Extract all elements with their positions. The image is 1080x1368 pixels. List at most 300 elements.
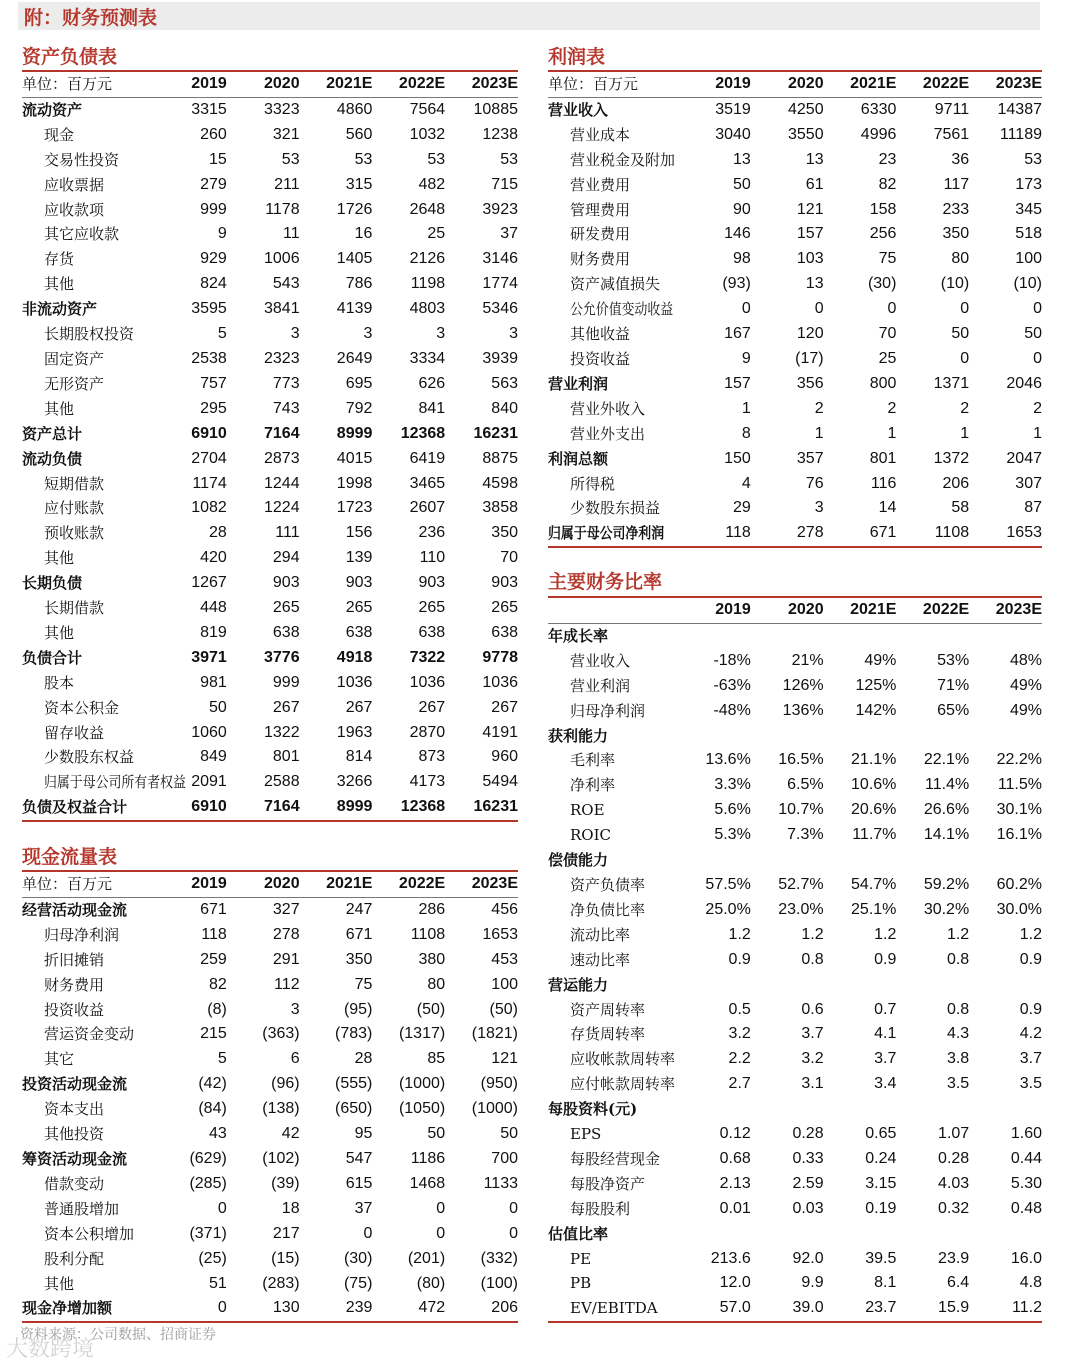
value-cell: 671 bbox=[345, 925, 373, 943]
value-cell: 4.03 bbox=[938, 1174, 970, 1192]
value-cell: 2538 bbox=[191, 349, 227, 367]
value-cell: 743 bbox=[272, 399, 300, 417]
value-cell: 2588 bbox=[264, 773, 300, 791]
value-cell: 0 bbox=[436, 1199, 446, 1217]
table-row bbox=[548, 973, 1042, 998]
value-cell: 3334 bbox=[409, 349, 446, 367]
value-cell: (50) bbox=[489, 1000, 518, 1018]
value-cell: 0.19 bbox=[865, 1199, 897, 1217]
table-row bbox=[548, 222, 1042, 247]
table-row bbox=[22, 397, 518, 422]
value-cell: 75 bbox=[354, 975, 373, 993]
value-cell: 12.0 bbox=[719, 1274, 751, 1292]
value-cell: 20.6% bbox=[851, 801, 897, 819]
value-cell: 28 bbox=[209, 524, 227, 542]
value-cell: 1322 bbox=[264, 723, 300, 741]
row-label: 其它 bbox=[44, 1050, 75, 1069]
row-label: 长期股权投资 bbox=[44, 325, 135, 344]
value-cell: 173 bbox=[1015, 175, 1042, 193]
value-cell: 3323 bbox=[264, 100, 300, 118]
row-label: 交易性投资 bbox=[44, 150, 120, 169]
table-row bbox=[22, 596, 518, 621]
table-row bbox=[548, 397, 1042, 422]
table-row bbox=[548, 773, 1042, 798]
value-cell bbox=[896, 724, 969, 749]
value-cell: 2.59 bbox=[792, 1174, 824, 1192]
unit-label bbox=[548, 597, 678, 623]
value-cell: 118 bbox=[678, 521, 751, 547]
table-row bbox=[548, 297, 1042, 322]
value-cell: 1 bbox=[887, 424, 897, 442]
value-cell: 236 bbox=[418, 524, 446, 542]
row-label: 利润总额 bbox=[548, 449, 609, 468]
value-cell: 1653 bbox=[969, 521, 1042, 547]
value-cell bbox=[751, 1222, 824, 1247]
value-cell: 22.2% bbox=[996, 751, 1042, 769]
table-row bbox=[22, 795, 518, 821]
value-cell: 4918 bbox=[336, 648, 373, 666]
table-row bbox=[22, 1247, 518, 1272]
value-cell: 1.2 bbox=[801, 925, 824, 943]
value-cell: 16.1% bbox=[996, 826, 1042, 844]
value-cell: 1405 bbox=[336, 250, 373, 268]
table-row bbox=[22, 897, 518, 922]
value-cell: 294 bbox=[272, 549, 300, 567]
value-cell: 0.7 bbox=[874, 1000, 897, 1018]
row-label: 经营活动现金流 bbox=[22, 900, 128, 919]
value-cell: 671 bbox=[200, 900, 227, 918]
value-cell: 543 bbox=[272, 275, 300, 293]
row-label: 应收帐款周转率 bbox=[570, 1050, 676, 1069]
value-cell: 215 bbox=[200, 1025, 227, 1043]
value-cell: 3040 bbox=[715, 125, 751, 143]
value-cell: 0.9 bbox=[1019, 950, 1042, 968]
year-header: 2020 bbox=[227, 71, 300, 97]
value-cell: 5346 bbox=[482, 300, 518, 318]
value-cell: 4803 bbox=[409, 300, 446, 318]
table-row bbox=[22, 621, 518, 646]
table-row bbox=[548, 1172, 1042, 1197]
value-cell: 1 bbox=[741, 399, 751, 417]
table-row bbox=[22, 745, 518, 770]
value-cell: 39.0 bbox=[751, 1296, 824, 1322]
value-cell: 43 bbox=[209, 1125, 227, 1143]
table-row bbox=[548, 1022, 1042, 1047]
value-cell: 23.0% bbox=[778, 900, 824, 918]
table-row bbox=[548, 1197, 1042, 1222]
value-cell: 11.7% bbox=[852, 826, 897, 844]
value-cell: 3 bbox=[509, 325, 518, 343]
row-label: 每股资料(元) bbox=[548, 1100, 638, 1119]
row-label: EV/EBITDA bbox=[548, 1296, 678, 1322]
value-cell: 4250 bbox=[788, 100, 824, 118]
value-cell: (8) bbox=[207, 1000, 227, 1018]
table-row bbox=[548, 623, 1042, 648]
value-cell: 9 bbox=[741, 349, 751, 367]
table-row bbox=[22, 1147, 518, 1172]
value-cell: (1317) bbox=[398, 1025, 446, 1043]
table-row bbox=[548, 1097, 1042, 1122]
table-row bbox=[548, 898, 1042, 923]
row-label: 归属于母公司所有者权益 bbox=[44, 773, 186, 792]
value-cell: 3 bbox=[436, 325, 446, 343]
row-label: 现金净增加额 bbox=[22, 1296, 154, 1322]
table-row bbox=[22, 198, 518, 223]
row-label: ROE bbox=[570, 801, 605, 820]
year-header: 2022E bbox=[896, 71, 969, 97]
table-row bbox=[548, 998, 1042, 1023]
row-label: 营运能力 bbox=[548, 975, 609, 994]
value-cell: 0.44 bbox=[1010, 1149, 1042, 1167]
row-label: 无形资产 bbox=[44, 374, 105, 393]
value-cell: 2 bbox=[960, 399, 970, 417]
value-cell bbox=[678, 623, 751, 648]
value-cell: 7164 bbox=[264, 424, 300, 442]
value-cell: 136% bbox=[782, 701, 824, 719]
table-row bbox=[548, 823, 1042, 848]
table-row bbox=[548, 347, 1042, 372]
table-row bbox=[548, 1122, 1042, 1147]
unit-label: 单位：百万元 bbox=[548, 71, 678, 97]
row-label: 其他收益 bbox=[570, 325, 631, 344]
value-cell: 59.2% bbox=[923, 875, 970, 893]
value-cell: 278 bbox=[272, 925, 300, 943]
value-cell bbox=[969, 973, 1042, 998]
row-label: 应付账款 bbox=[44, 499, 105, 518]
table-row bbox=[22, 496, 518, 521]
row-label: 流动比率 bbox=[570, 925, 631, 944]
value-cell: 142% bbox=[855, 701, 897, 719]
value-cell: 7564 bbox=[409, 100, 446, 118]
watermark: 大数跨境 bbox=[6, 1337, 95, 1362]
value-cell: (363) bbox=[262, 1025, 300, 1043]
row-label: PE bbox=[570, 1249, 592, 1268]
value-cell: (950) bbox=[480, 1075, 518, 1093]
value-cell: 0 bbox=[1033, 349, 1042, 367]
value-cell: 39.5 bbox=[865, 1249, 897, 1267]
value-cell: 15.9 bbox=[896, 1296, 969, 1322]
value-cell: -63% bbox=[713, 676, 751, 694]
value-cell: 801 bbox=[272, 748, 300, 766]
value-cell: (100) bbox=[480, 1274, 518, 1292]
value-cell: 49% bbox=[1009, 676, 1042, 694]
value-cell: 1372 bbox=[933, 449, 970, 467]
value-cell: 3.7 bbox=[874, 1050, 897, 1068]
row-label: 每股净资产 bbox=[570, 1174, 646, 1193]
row-label: 资本公积增加 bbox=[44, 1224, 135, 1243]
value-cell: (96) bbox=[271, 1075, 300, 1093]
value-cell: 5 bbox=[217, 325, 227, 343]
value-cell: 13 bbox=[733, 150, 751, 168]
table-row bbox=[548, 1222, 1042, 1247]
row-label: 非流动资产 bbox=[22, 300, 98, 319]
value-cell: 50 bbox=[500, 1125, 518, 1143]
value-cell: 345 bbox=[1015, 200, 1042, 218]
value-cell: 146 bbox=[724, 225, 751, 243]
table-row bbox=[548, 272, 1042, 297]
value-cell: -48% bbox=[713, 701, 751, 719]
value-cell: 2648 bbox=[409, 200, 446, 218]
value-cell: 3 bbox=[814, 499, 824, 517]
value-cell: 1060 bbox=[191, 723, 227, 741]
value-cell: 260 bbox=[200, 125, 227, 143]
value-cell: 157 bbox=[724, 374, 751, 392]
value-cell: 14.1% bbox=[923, 826, 970, 844]
value-cell: 4598 bbox=[482, 474, 518, 492]
value-cell: 981 bbox=[200, 673, 227, 691]
table-row bbox=[22, 472, 518, 497]
value-cell: 1371 bbox=[933, 374, 970, 392]
value-cell: 5494 bbox=[482, 773, 518, 791]
value-cell: 95 bbox=[354, 1125, 373, 1143]
value-cell: (15) bbox=[271, 1249, 300, 1267]
table-row bbox=[548, 472, 1042, 497]
value-cell: 37 bbox=[354, 1199, 373, 1217]
value-cell: 23.7 bbox=[824, 1296, 897, 1322]
table-row bbox=[548, 173, 1042, 198]
table-row bbox=[548, 1072, 1042, 1097]
value-cell: 873 bbox=[418, 748, 446, 766]
table-row bbox=[22, 1172, 518, 1197]
value-cell: 0.8 bbox=[801, 950, 824, 968]
value-cell: 786 bbox=[345, 275, 373, 293]
value-cell: 3971 bbox=[191, 648, 227, 666]
row-label: 筹资活动现金流 bbox=[22, 1149, 128, 1168]
value-cell: 50 bbox=[209, 698, 227, 716]
year-header: 2019 bbox=[154, 871, 227, 897]
year-header: 2021E bbox=[300, 871, 373, 897]
table-row bbox=[22, 973, 518, 998]
value-cell: 65% bbox=[937, 701, 970, 719]
value-cell: 0 bbox=[509, 1199, 518, 1217]
value-cell: 0 bbox=[509, 1224, 518, 1242]
table-row bbox=[548, 1296, 1042, 1322]
row-label: 研发费用 bbox=[570, 225, 631, 244]
value-cell: 206 bbox=[445, 1296, 518, 1322]
value-cell: 9.9 bbox=[801, 1274, 824, 1292]
value-cell: 57.5% bbox=[705, 875, 751, 893]
row-label: 其它应收款 bbox=[44, 225, 120, 244]
value-cell: 30.2% bbox=[923, 900, 970, 918]
value-cell: 0.9 bbox=[728, 950, 751, 968]
value-cell: 16.0 bbox=[1010, 1249, 1042, 1267]
value-cell: 85 bbox=[427, 1050, 446, 1068]
value-cell: 49% bbox=[864, 651, 897, 669]
value-cell: 37 bbox=[500, 225, 518, 243]
value-cell: 213.6 bbox=[710, 1249, 751, 1267]
value-cell: 111 bbox=[275, 524, 300, 542]
table-row bbox=[548, 699, 1042, 724]
value-cell: (42) bbox=[198, 1075, 227, 1093]
value-cell: 1224 bbox=[264, 499, 300, 517]
row-label: 流动负债 bbox=[22, 449, 83, 468]
year-header: 2021E bbox=[300, 71, 373, 97]
value-cell: 1468 bbox=[409, 1174, 446, 1192]
value-cell: 7322 bbox=[409, 648, 446, 666]
value-cell: 36 bbox=[951, 150, 970, 168]
value-cell: 2091 bbox=[191, 773, 227, 791]
row-label: 年成长率 bbox=[548, 626, 609, 645]
cash-flow-title: 现金流量表 bbox=[22, 846, 118, 868]
table-row bbox=[22, 222, 518, 247]
value-cell: 6.5% bbox=[787, 776, 824, 794]
value-cell: 16231 bbox=[473, 424, 518, 442]
value-cell: 16.5% bbox=[778, 751, 824, 769]
value-cell: 801 bbox=[869, 449, 897, 467]
table-row bbox=[22, 447, 518, 472]
table-row bbox=[22, 948, 518, 973]
table-row bbox=[548, 1271, 1042, 1296]
year-header: 2022E bbox=[896, 597, 969, 623]
row-label: 营业利润 bbox=[548, 374, 609, 393]
value-cell: 11 bbox=[282, 225, 300, 243]
row-label: PB bbox=[570, 1274, 592, 1293]
value-cell: 112 bbox=[274, 975, 300, 993]
row-label: 财务费用 bbox=[570, 250, 631, 269]
row-label: 长期负债 bbox=[22, 574, 83, 593]
value-cell: 1036 bbox=[482, 673, 518, 691]
value-cell: 0.12 bbox=[719, 1125, 751, 1143]
value-cell bbox=[969, 724, 1042, 749]
table-row bbox=[22, 1197, 518, 1222]
value-cell: 3.2 bbox=[728, 1025, 751, 1043]
value-cell: 279 bbox=[200, 175, 227, 193]
value-cell: 2.13 bbox=[719, 1174, 751, 1192]
value-cell: 12368 bbox=[372, 795, 445, 821]
table-row bbox=[22, 696, 518, 721]
value-cell: (39) bbox=[271, 1174, 300, 1192]
value-cell: 98 bbox=[733, 250, 751, 268]
value-cell: 0.6 bbox=[801, 1000, 824, 1018]
unit-label: 单位：百万元 bbox=[22, 871, 154, 897]
value-cell: 11.2 bbox=[969, 1296, 1042, 1322]
value-cell: 4.3 bbox=[946, 1025, 970, 1043]
value-cell: (1000) bbox=[398, 1075, 446, 1093]
value-cell: 1108 bbox=[410, 925, 446, 943]
table-row bbox=[22, 671, 518, 696]
value-cell: 380 bbox=[418, 950, 446, 968]
year-header: 2022E bbox=[372, 871, 445, 897]
value-cell: 3 bbox=[290, 1000, 300, 1018]
row-label: 折旧摊销 bbox=[44, 950, 105, 969]
value-cell: 1186 bbox=[410, 1149, 446, 1167]
table-row bbox=[548, 372, 1042, 397]
value-cell: 3550 bbox=[788, 125, 824, 143]
cash-flow-table bbox=[22, 870, 518, 1323]
value-cell: 13 bbox=[805, 150, 824, 168]
value-cell: 4 bbox=[741, 474, 751, 492]
value-cell: 49% bbox=[1009, 701, 1042, 719]
value-cell: 156 bbox=[345, 524, 373, 542]
row-label: 投资收益 bbox=[44, 1000, 105, 1019]
balance-sheet-title: 资产负债表 bbox=[22, 46, 118, 68]
row-label: 管理费用 bbox=[570, 200, 631, 219]
row-label: 每股经营现金 bbox=[570, 1149, 661, 1168]
value-cell: 0.68 bbox=[719, 1149, 751, 1167]
row-label: 归属于母公司净利润 bbox=[548, 521, 678, 547]
value-cell: 472 bbox=[372, 1296, 445, 1322]
value-cell: 70 bbox=[878, 325, 897, 343]
value-cell: 841 bbox=[418, 399, 446, 417]
value-cell: 8875 bbox=[482, 449, 518, 467]
value-cell: 118 bbox=[201, 925, 227, 943]
value-cell: 1774 bbox=[482, 275, 518, 293]
value-cell: 929 bbox=[200, 250, 227, 268]
header-row bbox=[548, 597, 1042, 623]
value-cell: 0.65 bbox=[865, 1125, 897, 1143]
value-cell bbox=[824, 724, 897, 749]
value-cell: 265 bbox=[345, 599, 373, 617]
row-label: 资产周转率 bbox=[570, 1000, 646, 1019]
value-cell: 26.6% bbox=[923, 801, 970, 819]
value-cell: 21% bbox=[791, 651, 824, 669]
value-cell: 0.01 bbox=[719, 1199, 751, 1217]
value-cell: 3.1 bbox=[801, 1075, 824, 1093]
value-cell: (84) bbox=[198, 1100, 227, 1118]
value-cell: 90 bbox=[733, 200, 751, 218]
value-cell: 70 bbox=[500, 549, 518, 567]
value-cell: (10) bbox=[940, 275, 970, 293]
value-cell: 29 bbox=[733, 499, 751, 517]
page-title: 附：财务预测表 bbox=[24, 6, 158, 29]
table-row bbox=[22, 923, 518, 948]
header-row bbox=[22, 871, 518, 897]
ratios-table bbox=[548, 596, 1042, 1323]
row-label: 资产负债率 bbox=[570, 875, 646, 894]
value-cell: 53 bbox=[354, 150, 373, 168]
row-label: 资本支出 bbox=[44, 1100, 105, 1119]
value-cell: (50) bbox=[416, 1000, 446, 1018]
table-row bbox=[22, 998, 518, 1023]
row-label: 归母净利润 bbox=[570, 701, 646, 720]
value-cell: 100 bbox=[1015, 250, 1042, 268]
value-cell: 6 bbox=[290, 1050, 300, 1068]
value-cell: 0 bbox=[154, 1296, 227, 1322]
value-cell: (95) bbox=[343, 1000, 373, 1018]
value-cell: 3146 bbox=[482, 250, 518, 268]
value-cell bbox=[678, 1097, 751, 1122]
table-row bbox=[22, 721, 518, 746]
table-row bbox=[548, 521, 1042, 547]
value-cell: 2047 bbox=[1006, 449, 1042, 467]
value-cell: 0.28 bbox=[938, 1149, 970, 1167]
value-cell: 50 bbox=[427, 1125, 446, 1143]
value-cell: 0.24 bbox=[865, 1149, 897, 1167]
table-row bbox=[548, 923, 1042, 948]
value-cell: 0 bbox=[960, 300, 970, 318]
value-cell: 840 bbox=[491, 399, 518, 417]
value-cell: 1036 bbox=[336, 673, 373, 691]
value-cell: 4191 bbox=[482, 723, 518, 741]
value-cell bbox=[678, 973, 751, 998]
value-cell: 6330 bbox=[860, 100, 897, 118]
value-cell: 8999 bbox=[300, 795, 373, 821]
value-cell: 2 bbox=[1033, 399, 1042, 417]
value-cell: 3266 bbox=[336, 773, 373, 791]
value-cell: (332) bbox=[480, 1249, 518, 1267]
year-header: 2020 bbox=[227, 871, 300, 897]
table-row bbox=[22, 272, 518, 297]
value-cell bbox=[751, 623, 824, 648]
value-cell: 12368 bbox=[400, 424, 446, 442]
value-cell: 3939 bbox=[482, 349, 518, 367]
value-cell: 1726 bbox=[336, 200, 373, 218]
table-row bbox=[22, 173, 518, 198]
value-cell: 5.30 bbox=[1010, 1174, 1042, 1192]
year-header: 2020 bbox=[751, 597, 824, 623]
value-cell: (201) bbox=[407, 1249, 446, 1267]
row-label: 营运资金变动 bbox=[44, 1025, 135, 1044]
